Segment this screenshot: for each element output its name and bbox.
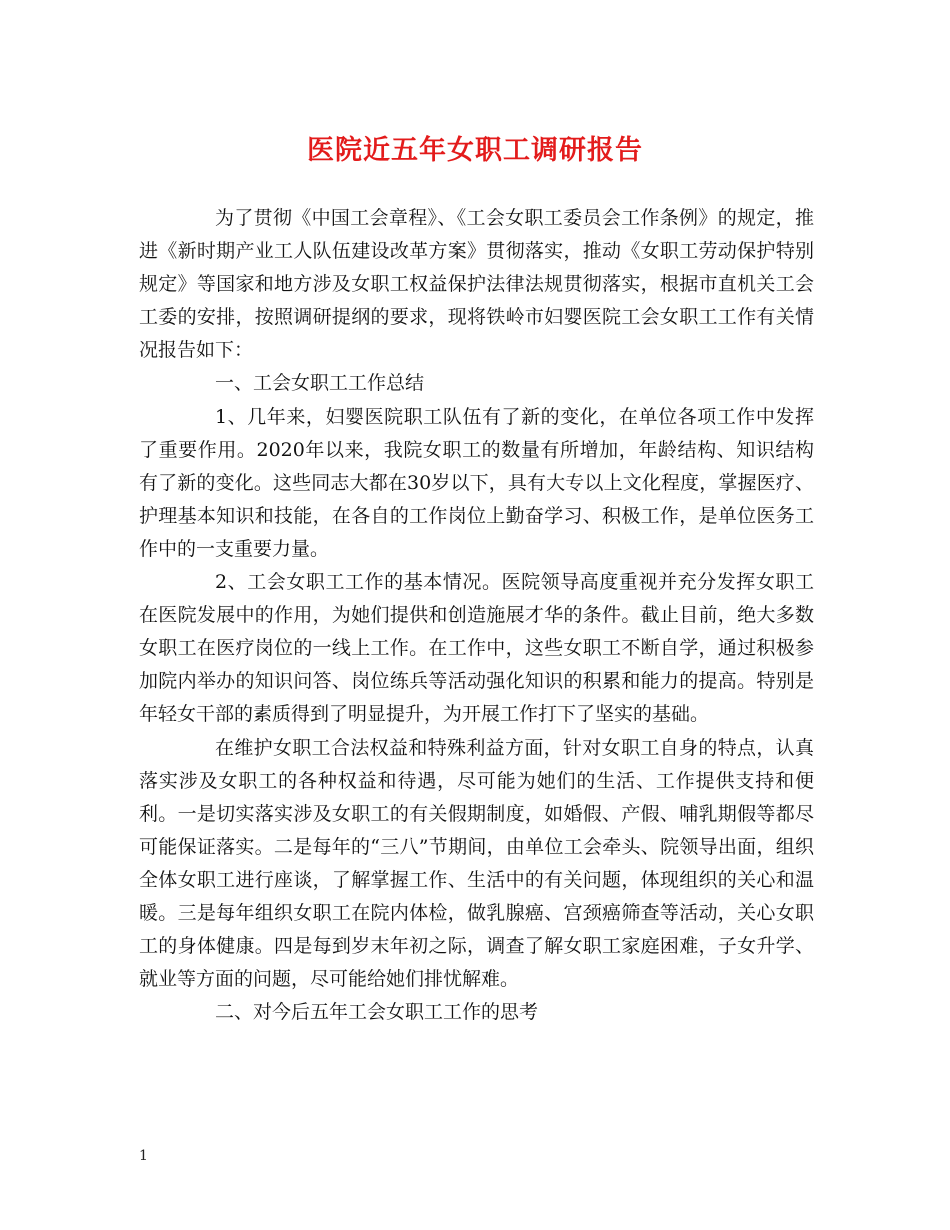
page-number: 1 (139, 1148, 148, 1164)
paragraph-basic-situation: 2、工会女职工工作的基本情况。医院领导高度重视并充分发挥女职工在医院发展中的作用，为她们提供和创造施展才华的条件。截止目前，绝大多数女职工在医疗岗位的一线上工作。在工作中，这些女职工不断自学，通过积极参加院内举办的知识问答、岗位练兵等活动强化知识的积累和能力的提高。特别是年轻女干部的素质得到了明显提升，为开展工作打下了坚实的基础。 (139, 571, 814, 726)
document-title: 医院近五年女职工调研报告 (307, 135, 643, 166)
section-heading-future: 二、对今后五年工会女职工工作的思考 (215, 1001, 539, 1024)
paragraph-intro: 为了贯彻《中国工会章程》、《工会女职工委员会工作条例》的规定，推进《新时期产业工人队伍建设改革方案》贯彻落实，推动《女职工劳动保护特别规定》等国家和地方涉及女职工权益保护法律法规贯彻落实，根据市直机关工会工委的安排，按照调研提纲的要求，现将铁岭市妇婴医院工会女职工工作有关情况报告如下： (139, 207, 814, 362)
paragraph-rights-protection: 在维护女职工合法权益和特殊利益方面，针对女职工自身的特点，认真落实涉及女职工的各种权益和待遇，尽可能为她们的生活、工作提供支持和便利。一是切实落实涉及女职工的有关假期制度，如婚假、产假、哺乳期假等都尽可能保证落实。二是每年的“三八”节期间，由单位工会牵头、院领导出面，组织全体女职工进行座谈，了解掌握工作、生活中的有关问题，体现组织的关心和温暖。三是每年组织女职工在院内体检，做乳腺癌、宫颈癌筛查等活动，关心女职工的身体健康。四是每到岁末年初之际，调查了解女职工家庭困难，子女升学、就业等方面的问题，尽可能给她们排忧解难。 (139, 736, 814, 991)
document-body (139, 202, 814, 1029)
section-heading-summary: 一、工会女职工工作总结 (215, 372, 425, 395)
paragraph-workforce-change: 1、几年来，妇婴医院职工队伍有了新的变化，在单位各项工作中发挥了重要作用。2020年以来，我院女职工的数量有所增加，年龄结构、知识结构有了新的变化。这些同志大都在30岁以下，具有大专以上文化程度，掌握医疗、护理基本知识和技能，在各自的工作岗位上勤奋学习、积极工作，是单位医务工作中的一支重要力量。 (139, 405, 814, 560)
